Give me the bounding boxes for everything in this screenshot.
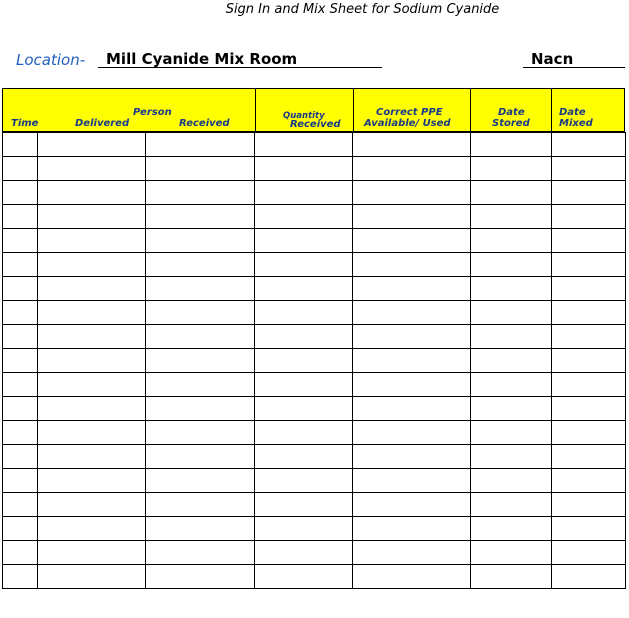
table-cell[interactable]	[3, 349, 38, 373]
table-row	[3, 325, 626, 349]
table-cell[interactable]	[3, 517, 38, 541]
table-cell[interactable]	[3, 373, 38, 397]
table-cell[interactable]	[3, 277, 38, 301]
table-cell[interactable]	[552, 157, 626, 181]
table-cell[interactable]	[255, 133, 353, 157]
table-row	[3, 445, 626, 469]
header-mixed-line1: Date	[559, 107, 586, 118]
table-cell[interactable]	[38, 229, 146, 253]
table-cell[interactable]	[353, 133, 471, 157]
table-cell[interactable]	[38, 133, 146, 157]
table-cell[interactable]	[255, 157, 353, 181]
location-value: Mill Cyanide Mix Room	[98, 50, 382, 68]
table-cell[interactable]	[471, 541, 552, 565]
table-cell[interactable]	[38, 541, 146, 565]
table-row	[3, 229, 626, 253]
table-cell[interactable]	[38, 325, 146, 349]
table-cell[interactable]	[552, 397, 626, 421]
table-cell[interactable]	[471, 517, 552, 541]
header-stored-line2: Stored	[492, 118, 530, 129]
table-cell[interactable]	[471, 565, 552, 589]
table-cell[interactable]	[552, 133, 626, 157]
table-cell[interactable]	[3, 469, 38, 493]
table-cell[interactable]	[146, 181, 255, 205]
table-cell[interactable]	[471, 445, 552, 469]
header-ppe-line2: Available/ Used	[364, 118, 451, 129]
table-row	[3, 397, 626, 421]
table-cell[interactable]	[3, 181, 38, 205]
table-cell[interactable]	[471, 469, 552, 493]
table-cell[interactable]	[3, 325, 38, 349]
table-cell[interactable]	[38, 181, 146, 205]
table-cell[interactable]	[552, 541, 626, 565]
table-cell[interactable]	[38, 373, 146, 397]
table-cell[interactable]	[353, 205, 471, 229]
table-cell[interactable]	[353, 325, 471, 349]
table-cell[interactable]	[471, 133, 552, 157]
table-cell[interactable]	[146, 205, 255, 229]
table-cell[interactable]	[255, 541, 353, 565]
table-cell[interactable]	[552, 229, 626, 253]
table-cell[interactable]	[146, 541, 255, 565]
table-cell[interactable]	[353, 565, 471, 589]
table-cell[interactable]	[353, 469, 471, 493]
table-row	[3, 301, 626, 325]
location-label: Location-	[16, 51, 86, 69]
table-cell[interactable]	[38, 301, 146, 325]
table-cell[interactable]	[353, 541, 471, 565]
table-cell[interactable]	[146, 565, 255, 589]
table-row	[3, 277, 626, 301]
table-cell[interactable]	[471, 277, 552, 301]
header-ppe	[354, 88, 471, 132]
header-quantity-line1: Quantity	[283, 111, 325, 121]
table-cell[interactable]	[471, 253, 552, 277]
table-cell[interactable]	[552, 181, 626, 205]
table-cell[interactable]	[255, 349, 353, 373]
table-cell[interactable]	[552, 565, 626, 589]
table-cell[interactable]	[146, 373, 255, 397]
table-cell[interactable]	[3, 541, 38, 565]
table-cell[interactable]	[146, 421, 255, 445]
table-cell[interactable]	[255, 229, 353, 253]
table-cell[interactable]	[353, 349, 471, 373]
table-cell[interactable]	[3, 421, 38, 445]
table-cell[interactable]	[38, 397, 146, 421]
table-cell[interactable]	[38, 445, 146, 469]
table-cell[interactable]	[552, 421, 626, 445]
table-cell[interactable]	[255, 421, 353, 445]
sheet-title: Sign In and Mix Sheet for Sodium Cyanide	[225, 2, 500, 17]
table-cell[interactable]	[3, 445, 38, 469]
table-cell[interactable]	[146, 349, 255, 373]
table-cell[interactable]	[146, 133, 255, 157]
table-cell[interactable]	[471, 493, 552, 517]
table-cell[interactable]	[471, 205, 552, 229]
table-cell[interactable]	[255, 373, 353, 397]
table-cell[interactable]	[471, 181, 552, 205]
table-cell[interactable]	[3, 205, 38, 229]
header-time: Time	[11, 118, 39, 129]
header-date-stored	[471, 88, 552, 132]
table-cell[interactable]	[552, 277, 626, 301]
table-cell[interactable]	[38, 205, 146, 229]
table-cell[interactable]	[38, 565, 146, 589]
table-cell[interactable]	[3, 157, 38, 181]
table-cell[interactable]	[146, 229, 255, 253]
table-cell[interactable]	[38, 157, 146, 181]
table-row	[3, 373, 626, 397]
table-cell[interactable]	[552, 493, 626, 517]
header-quantity	[256, 88, 354, 132]
table-row	[3, 565, 626, 589]
table-row	[3, 253, 626, 277]
table-cell[interactable]	[255, 205, 353, 229]
table-row	[3, 349, 626, 373]
table-row	[3, 205, 626, 229]
table-cell[interactable]	[471, 157, 552, 181]
table-cell[interactable]	[255, 277, 353, 301]
header-received: Received	[179, 118, 230, 129]
table-cell[interactable]	[146, 469, 255, 493]
table-cell[interactable]	[471, 373, 552, 397]
table-cell[interactable]	[255, 181, 353, 205]
table-cell[interactable]	[255, 493, 353, 517]
table-cell[interactable]	[255, 469, 353, 493]
table-cell[interactable]	[353, 277, 471, 301]
table-cell[interactable]	[3, 253, 38, 277]
table-cell[interactable]	[353, 373, 471, 397]
table-cell[interactable]	[471, 229, 552, 253]
header-time-person	[2, 88, 256, 132]
table-cell[interactable]	[353, 493, 471, 517]
sign-in-table	[2, 132, 626, 589]
table-cell[interactable]	[255, 517, 353, 541]
table-cell[interactable]	[552, 517, 626, 541]
table-row	[3, 133, 626, 157]
table-row	[3, 157, 626, 181]
table-cell[interactable]	[38, 517, 146, 541]
header-stored-line1: Date	[498, 107, 525, 118]
table-cell[interactable]	[146, 157, 255, 181]
table-cell[interactable]	[353, 421, 471, 445]
table-cell[interactable]	[471, 397, 552, 421]
table-cell[interactable]	[38, 253, 146, 277]
table-cell[interactable]	[38, 469, 146, 493]
table-cell[interactable]	[146, 277, 255, 301]
table-cell[interactable]	[38, 349, 146, 373]
table-cell[interactable]	[38, 277, 146, 301]
table-cell[interactable]	[255, 445, 353, 469]
table-cell[interactable]	[3, 301, 38, 325]
table-cell[interactable]	[3, 397, 38, 421]
table-cell[interactable]	[552, 253, 626, 277]
table-cell[interactable]	[146, 325, 255, 349]
chemical-name: Nacn	[523, 50, 625, 68]
table-cell[interactable]	[146, 517, 255, 541]
table-cell[interactable]	[353, 517, 471, 541]
table-cell[interactable]	[353, 397, 471, 421]
table-cell[interactable]	[471, 349, 552, 373]
header-delivered: Delivered	[75, 118, 130, 129]
table-cell[interactable]	[146, 301, 255, 325]
table-cell[interactable]	[146, 397, 255, 421]
table-cell[interactable]	[353, 253, 471, 277]
table-row	[3, 541, 626, 565]
table-cell[interactable]	[3, 565, 38, 589]
table-cell[interactable]	[353, 157, 471, 181]
table-cell[interactable]	[353, 181, 471, 205]
table-cell[interactable]	[146, 253, 255, 277]
header-ppe-line1: Correct PPE	[376, 107, 443, 118]
table-cell[interactable]	[552, 301, 626, 325]
table-row	[3, 517, 626, 541]
table-cell[interactable]	[552, 205, 626, 229]
table-cell[interactable]	[552, 349, 626, 373]
table-cell[interactable]	[38, 421, 146, 445]
table-cell[interactable]	[3, 133, 38, 157]
table-cell[interactable]	[255, 397, 353, 421]
table-cell[interactable]	[146, 493, 255, 517]
table-cell[interactable]	[552, 325, 626, 349]
header-quantity-line2: Received	[290, 119, 341, 130]
header-date-mixed	[552, 88, 625, 132]
table-cell[interactable]	[146, 445, 255, 469]
table-cell[interactable]	[471, 325, 552, 349]
table-cell[interactable]	[552, 469, 626, 493]
table-row	[3, 181, 626, 205]
table-cell[interactable]	[471, 421, 552, 445]
table-cell[interactable]	[353, 229, 471, 253]
table-row	[3, 469, 626, 493]
table-cell[interactable]	[3, 493, 38, 517]
table-cell[interactable]	[353, 445, 471, 469]
header-person: Person	[133, 107, 172, 118]
table-cell[interactable]	[552, 445, 626, 469]
table-cell[interactable]	[255, 301, 353, 325]
table-cell[interactable]	[255, 565, 353, 589]
table-cell[interactable]	[353, 301, 471, 325]
table-cell[interactable]	[38, 493, 146, 517]
table-cell[interactable]	[552, 373, 626, 397]
table-cell[interactable]	[255, 325, 353, 349]
table-row	[3, 421, 626, 445]
table-row	[3, 493, 626, 517]
table-cell[interactable]	[3, 229, 38, 253]
header-mixed-line2: Mixed	[559, 118, 593, 129]
table-cell[interactable]	[471, 301, 552, 325]
table-cell[interactable]	[255, 253, 353, 277]
